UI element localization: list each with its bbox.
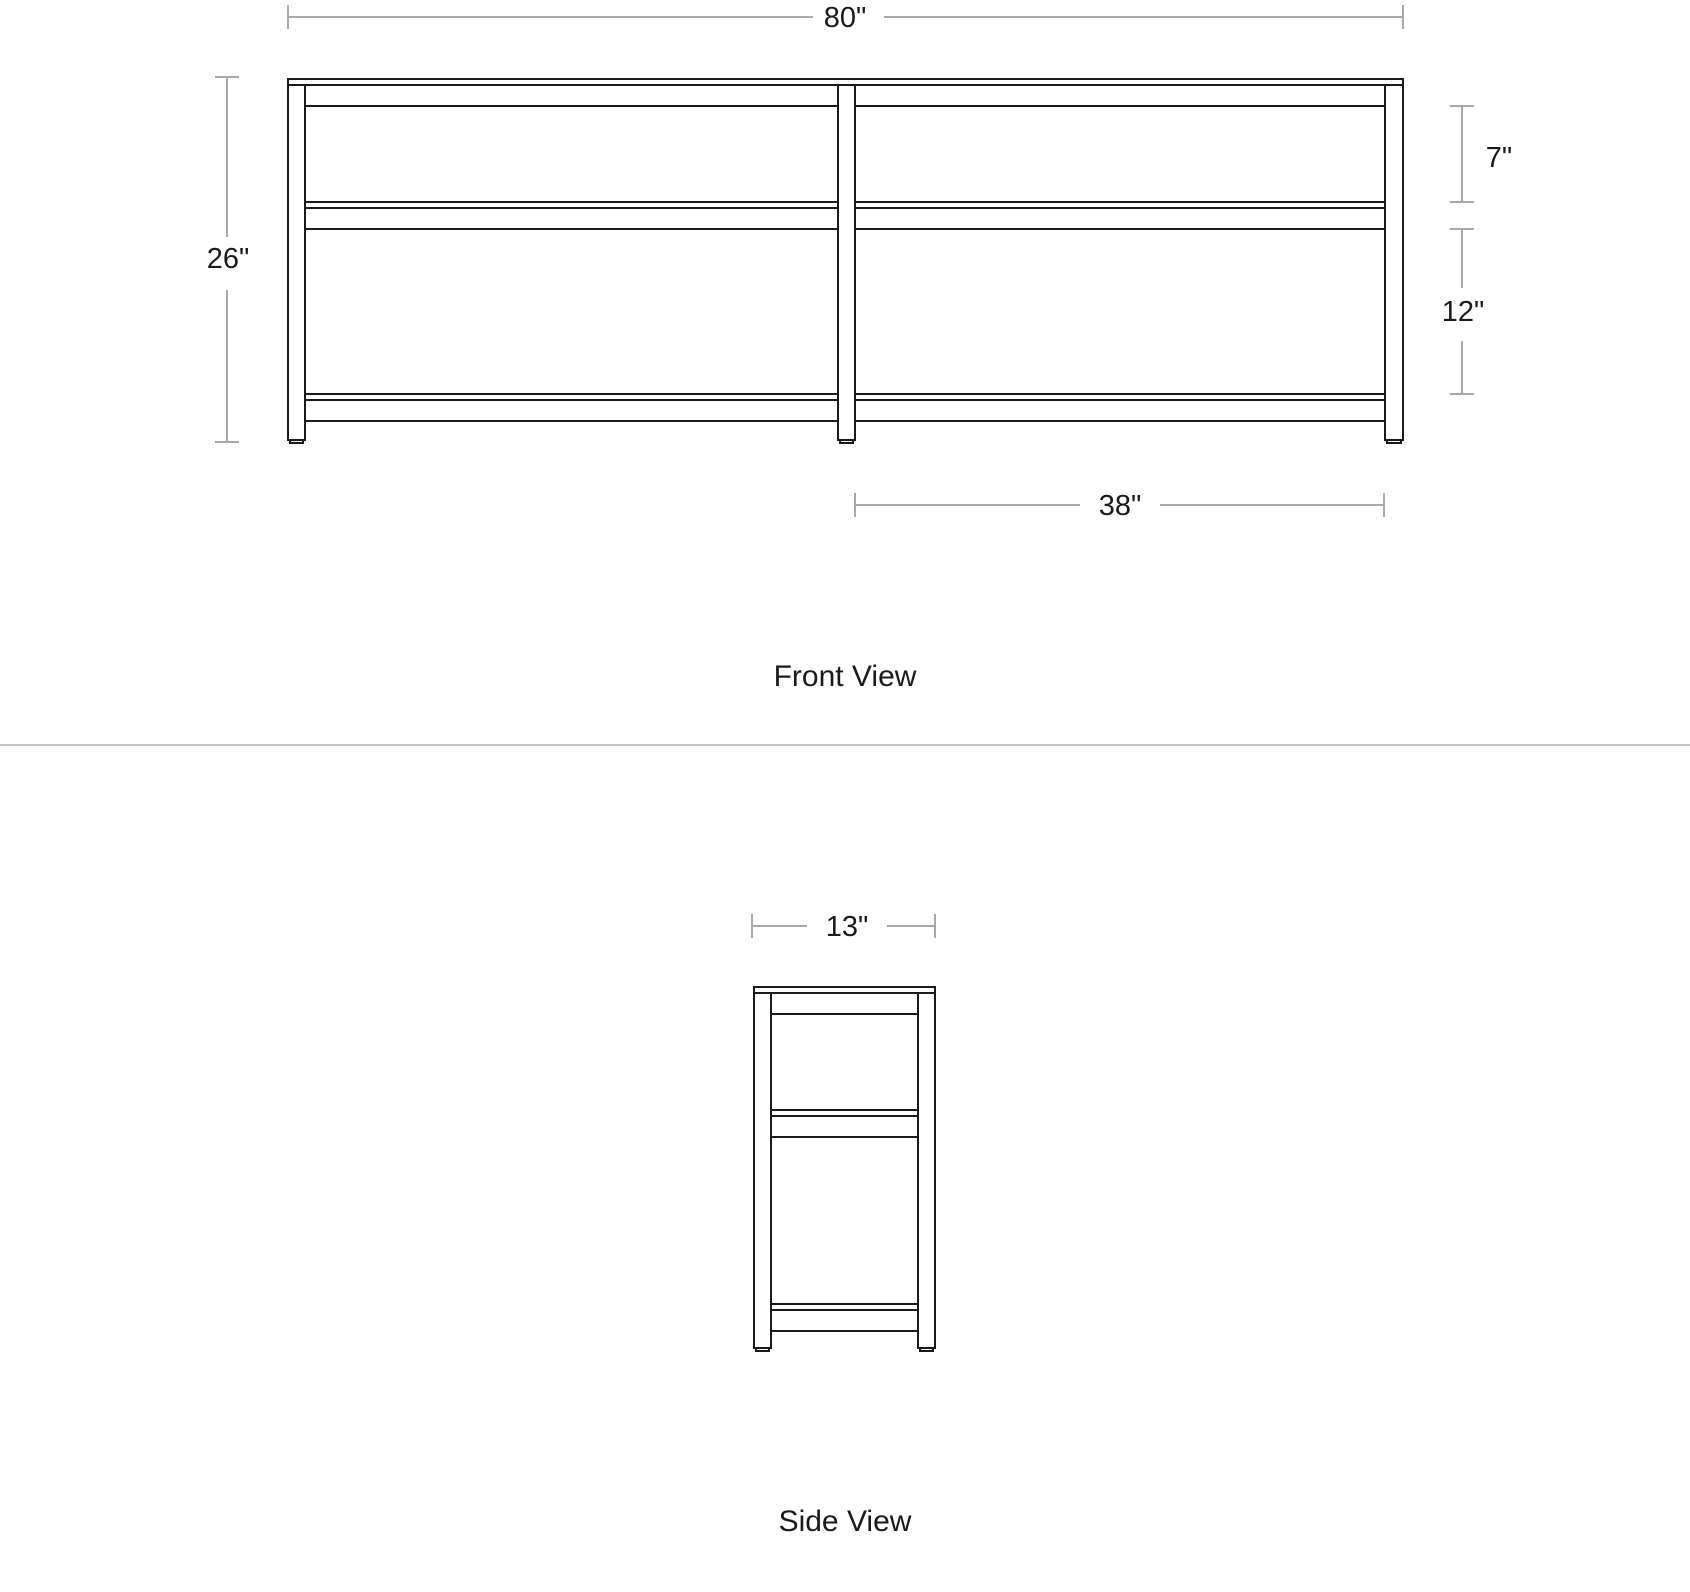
side-view [752, 911, 935, 1538]
side-view-caption: Side View [778, 1505, 912, 1538]
overall-height-label: 26" [206, 243, 250, 275]
front-leg-middle [838, 85, 855, 440]
front-view-caption: Front View [773, 660, 917, 693]
side-top-rail [771, 993, 918, 1014]
front-console-drawing [288, 79, 1403, 443]
depth-label: 13" [825, 911, 869, 943]
side-foot-back [920, 1348, 933, 1351]
front-middle-shelf-right [855, 202, 1385, 229]
side-leg-back [918, 993, 935, 1348]
front-middle-shelf-left [305, 202, 838, 229]
dimension-lower-opening [1442, 229, 1485, 394]
front-bottom-shelf-right [855, 394, 1385, 421]
side-console-drawing [754, 987, 935, 1351]
front-top-rail-right [855, 85, 1385, 106]
front-foot-left [290, 440, 303, 443]
side-bottom-shelf [771, 1304, 918, 1331]
side-foot-front [756, 1348, 769, 1351]
dimension-bay-width [855, 490, 1384, 522]
overall-width-label: 80" [823, 2, 867, 34]
front-leg-right [1385, 85, 1403, 440]
side-leg-front [754, 993, 771, 1348]
front-top-rail-left [305, 85, 838, 106]
upper-opening-label: 7" [1485, 142, 1513, 174]
front-view [207, 2, 1513, 693]
front-foot-middle [840, 440, 853, 443]
bay-width-label: 38" [1098, 490, 1142, 522]
dimension-upper-opening [1450, 106, 1512, 202]
lower-opening-label: 12" [1441, 296, 1485, 328]
front-foot-right [1387, 440, 1401, 443]
dimension-overall-height [207, 77, 250, 442]
dimension-overall-width [288, 2, 1403, 34]
front-leg-left [288, 85, 305, 440]
side-middle-shelf [771, 1110, 918, 1137]
dimension-depth [752, 911, 935, 943]
front-bottom-shelf-left [305, 394, 838, 421]
